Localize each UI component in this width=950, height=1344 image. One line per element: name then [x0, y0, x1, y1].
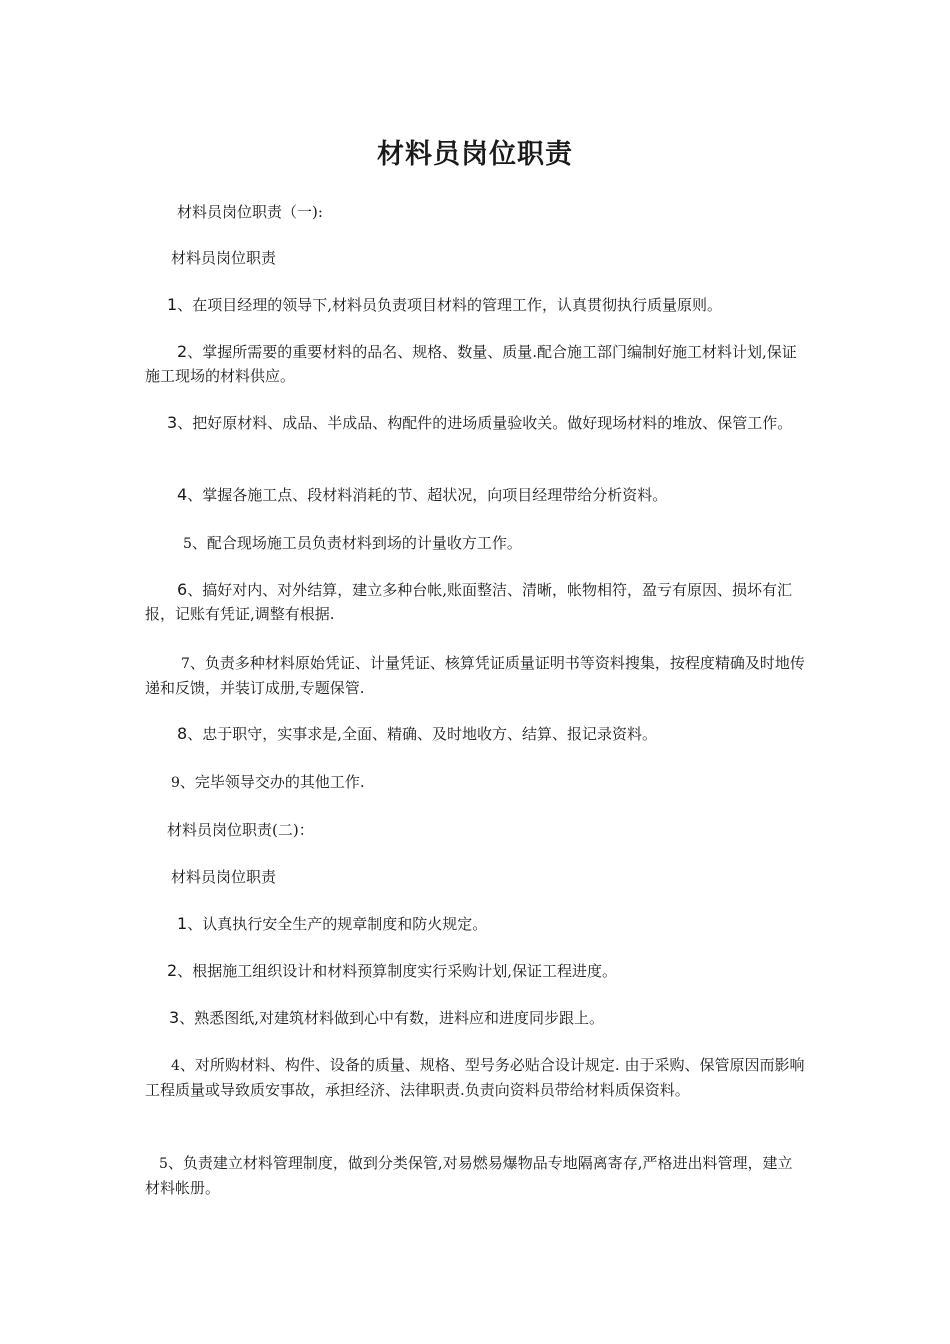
paragraph-text: 、对所购材料、构件、设备的质量、规格、型号务必贴合设计规定. 由于采购、保管原因而影响工程质量或导致质安事故，承担经济、法律职责.负责向资料员带给材料质保资料。	[145, 1056, 805, 1099]
paragraph-text: 材料员岗位职责	[171, 868, 277, 886]
paragraph-text: 、根据施工组织设计和材料预算制度实行采购计划,保证工程进度。	[177, 962, 617, 980]
list-item	[145, 578, 805, 626]
item-number: 1	[177, 914, 188, 933]
paragraph-text: 、掌握所需要的重要材料的品名、规格、数量、质量.配合施工部门编制好施工材料计划,保证施工现场的材料供应。	[145, 343, 797, 385]
subheading	[145, 246, 805, 270]
item-number: 9	[171, 775, 180, 791]
paragraph-text: 、认真执行安全生产的规章制度和防火规定。	[187, 915, 488, 933]
list-item	[145, 959, 805, 983]
list-item	[145, 483, 805, 507]
paragraph-text: 、负责多种材料原始凭证、计量凭证、核算凭证质量证明书等资料搜集，按程度精确及时地传递和反馈，并装订成册,专题保管.	[145, 654, 805, 697]
paragraph-text: 、忠于职守，实事求是,全面、精确、及时地收方、结算、报记录资料。	[187, 725, 657, 743]
item-number: 5	[159, 1156, 168, 1172]
item-number: 6	[177, 580, 188, 599]
paragraph-text: 、搞好对内、对外结算，建立多种台帐,账面整洁、清晰，帐物相符，盈亏有原因、损坏有汇报，记账有凭证,调整有根据.	[145, 581, 792, 623]
list-item	[145, 1151, 805, 1200]
subheading	[145, 865, 805, 889]
item-number: 8	[177, 724, 188, 743]
document-title: 材料员岗位职责	[377, 139, 573, 170]
item-number: 7	[181, 656, 190, 672]
paragraph-text: 、完毕领导交办的其他工作.	[179, 773, 365, 791]
list-item	[145, 770, 805, 795]
item-number: 1	[167, 295, 178, 314]
item-number: 2	[177, 342, 188, 361]
section-heading-2	[145, 818, 805, 842]
list-item	[145, 531, 805, 556]
paragraph-text: 、在项目经理的领导下,材料员负责项目材料的管理工作，认真贯彻执行质量原则。	[177, 296, 722, 314]
list-item	[145, 340, 805, 388]
list-item	[145, 1006, 805, 1030]
item-number: 3	[169, 1008, 180, 1027]
item-number: 2	[167, 961, 178, 980]
item-number: 4	[177, 485, 188, 504]
paragraph-text: 、负责建立材料管理制度，做到分类保管,对易燃易爆物品专地隔离寄存,严格进出料管理，建立材料帐册。	[145, 1154, 793, 1197]
list-item	[145, 293, 805, 317]
list-item	[145, 912, 805, 936]
list-item	[145, 1053, 805, 1102]
paragraph-text: 、掌握各施工点、段材料消耗的节、超状况，向项目经理带给分析资料。	[187, 486, 668, 504]
item-number: 5	[183, 536, 192, 552]
list-item	[145, 411, 805, 435]
item-number: 4	[171, 1058, 180, 1074]
section-heading-1	[145, 200, 805, 224]
paragraph-text: 、熟悉图纸,对建筑材料做到心中有数，进料应和进度同步跟上。	[179, 1009, 604, 1027]
item-number: 3	[167, 413, 178, 432]
paragraph-text: 材料员岗位职责	[171, 249, 277, 267]
list-item	[145, 722, 805, 746]
paragraph-text: 材料员岗位职责（一):	[177, 203, 323, 221]
paragraph-text: 材料员岗位职责(二)：	[167, 821, 314, 839]
paragraph-text: 、把好原材料、成品、半成品、构配件的进场质量验收关。做好现场材料的堆放、保管工作。	[177, 414, 793, 432]
paragraph-text: 、配合现场施工员负责材料到场的计量收方工作。	[191, 534, 522, 552]
list-item	[145, 651, 805, 700]
